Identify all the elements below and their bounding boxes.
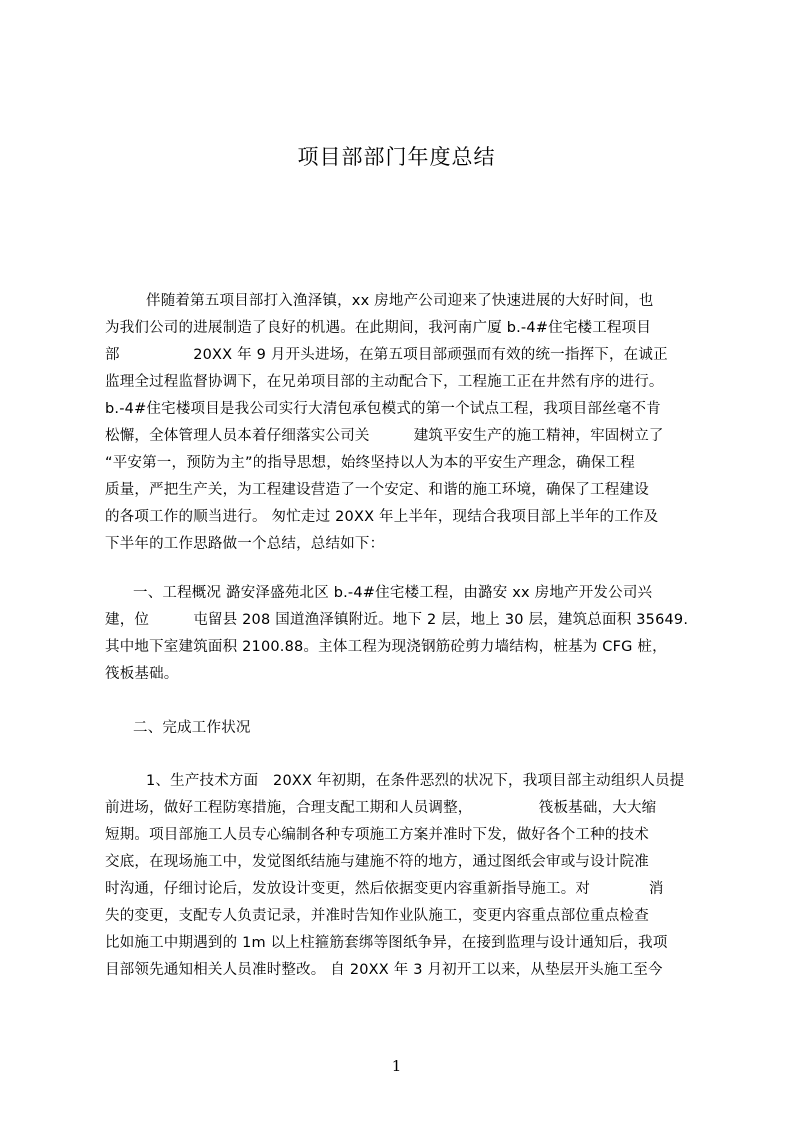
paragraph-line: 失的变更，支配专人负责记录，并准时告知作业队施工，变更内容重点部位重点检查	[105, 908, 649, 924]
paragraph-line: 其中地下室建筑面积 2100.88。主体工程为现浇钢筋砼剪力墙结构，桩基为 CFG 桩，	[105, 639, 667, 655]
document-title: 项目部部门年度总结	[297, 145, 496, 169]
section-heading-work-status: 二、完成工作状况	[133, 720, 251, 736]
paragraph-line: 下半年的工作思路做一个总结，总结如下：	[105, 536, 385, 552]
paragraph-line: 时沟通，仔细讨论后，发放设计变更，然后依据变更内容重新指导施工。对 消	[105, 881, 664, 897]
paragraph-line: 前进场，做好工程防寒措施，合理支配工期和人员调整， 筏板基础，大大缩	[105, 800, 657, 816]
paragraph-line: 的各项工作的顺当进行。 匆忙走过 20XX 年上半年，现结合我项目部上半年的工作及	[105, 509, 659, 525]
paragraph-line: 交底，在现场施工中，发觉图纸结施与建施不符的地方，通过图纸会审或与设计院准	[105, 854, 649, 870]
paragraph-line: 松懈，全体管理人员本着仔细落实公司关 建筑平安生产的施工精神，牢固树立了	[105, 428, 664, 444]
paragraph-line: 质量，严把生产关，为工程建设营造了一个安定、和谐的施工环境，确保了工程建设	[105, 482, 649, 498]
paragraph-line: 比如施工中期遇到的 1m 以上柱箍筋套绑等图纸争异，在接到监理与设计通知后，我项	[105, 935, 668, 951]
paragraph-line: 监理全过程监督协调下，在兄弟项目部的主动配合下，工程施工正在井然有序的进行。	[105, 374, 664, 390]
paragraph-line: 1、生产技术方面 20XX 年初期，在条件恶烈的状况下，我项目部主动组织人员提	[146, 773, 685, 789]
paragraph-line: 为我们公司的进展制造了良好的机遇。在此期间，我河南广厦 b.-4#住宅楼工程项目	[105, 320, 652, 336]
paragraph-line: 部 20XX 年 9 月开头进场，在第五项目部顽强而有效的统一指挥下，在诚正	[105, 347, 668, 363]
paragraph-line: 伴随着第五项目部打入渔泽镇，xx 房地产公司迎来了快速进展的大好时间，也	[146, 293, 654, 309]
paragraph-line: 筏板基础。	[105, 666, 179, 682]
paragraph-line: 目部领先通知相关人员准时整改。 自 20XX 年 3 月初开工以来，从垫层开头施工至今	[105, 962, 663, 978]
page-number: 1	[391, 1057, 402, 1075]
paragraph-line: 建，位 屯留县 208 国道渔泽镇附近。地下 2 层，地上 30 层，建筑总面积 35649.	[105, 612, 689, 628]
section-heading-overview: 一、工程概况 潞安泽盛苑北区 b.-4#住宅楼工程，由潞安 xx 房地产开发公司兴	[133, 585, 653, 601]
paragraph-line: b.-4#住宅楼项目是我公司实行大清包承包模式的第一个试点工程，我项目部丝毫不肯	[105, 401, 661, 417]
paragraph-line: 短期。项目部施工人员专心编制各种专项施工方案并准时下发，做好各个工种的技术	[105, 827, 649, 843]
paragraph-line: “平安第一，预防为主”的指导思想，始终坚持以人为本的平安生产理念，确保工程	[105, 455, 635, 471]
